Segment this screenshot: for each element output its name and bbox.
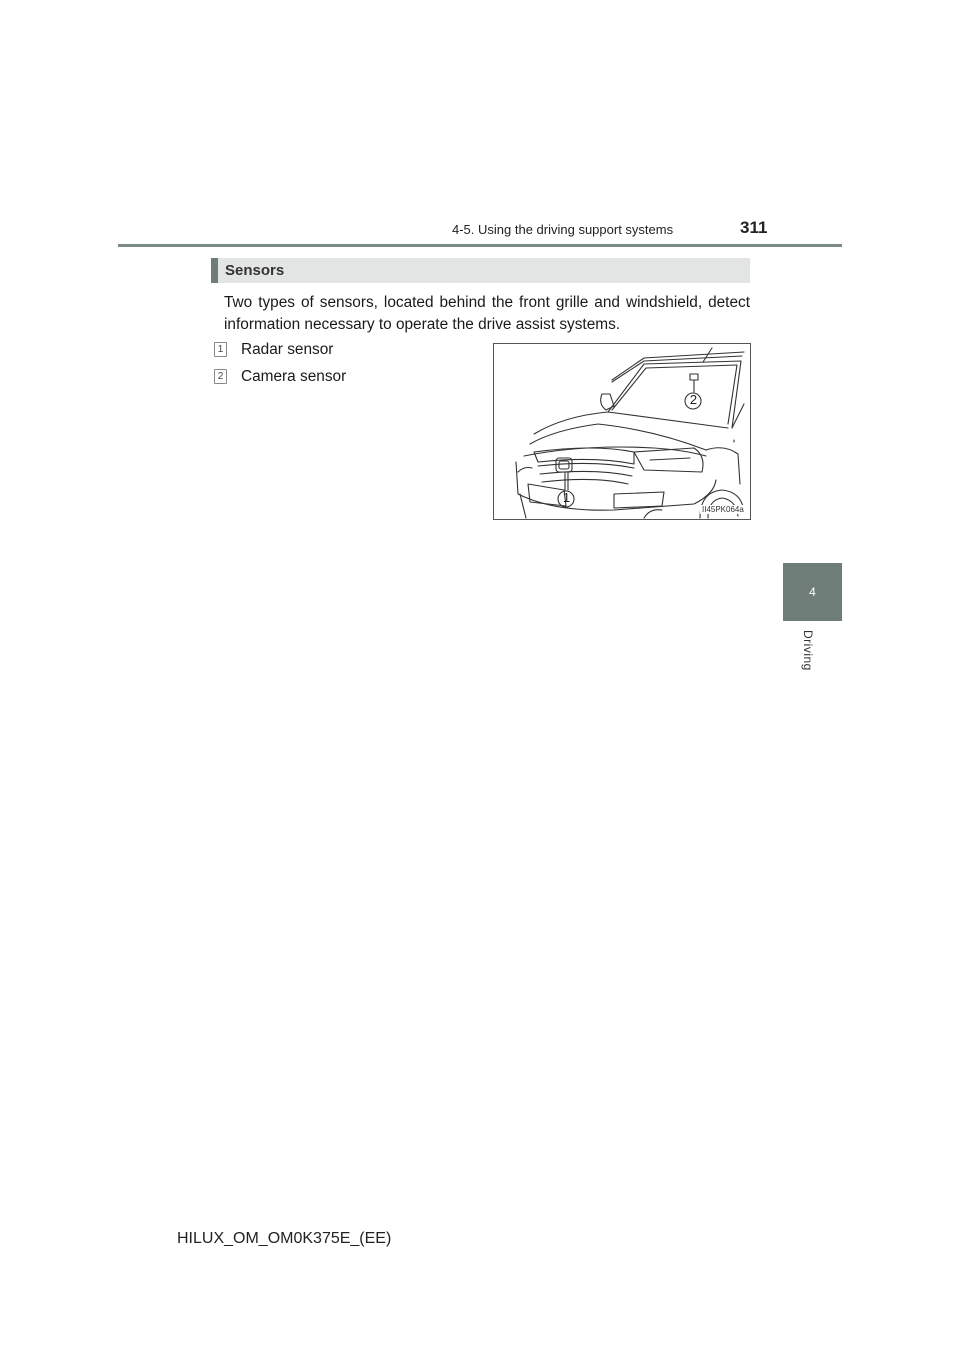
section-heading-title: Sensors bbox=[225, 262, 285, 279]
section-heading-bar bbox=[211, 258, 218, 283]
list-item-radar bbox=[214, 341, 333, 359]
header-rule bbox=[118, 244, 842, 247]
figure-code: II45PK064a bbox=[702, 505, 744, 514]
chapter-tab bbox=[783, 563, 842, 621]
chapter-number: 4 bbox=[809, 585, 816, 599]
vehicle-sensor-illustration bbox=[493, 343, 751, 520]
item-label: Camera sensor bbox=[241, 368, 347, 385]
item-label: Radar sensor bbox=[241, 341, 334, 358]
intro-paragraph: Two types of sensors, located behind the front grille and windshield, detect information necessary to operate the drive assist systems. bbox=[224, 294, 750, 333]
header-section-title: 4-5. Using the driving support systems bbox=[452, 222, 674, 237]
chapter-title: Driving bbox=[801, 630, 815, 671]
callout-1: 1 bbox=[562, 490, 571, 505]
footer-manual-code: HILUX_OM_OM0K375E_(EE) bbox=[177, 1230, 392, 1247]
section-heading bbox=[211, 258, 750, 283]
list-item-camera bbox=[214, 368, 346, 386]
item-number-badge: 2 bbox=[214, 369, 227, 384]
page-number: 311 bbox=[740, 218, 768, 237]
callout-2: 2 bbox=[689, 392, 698, 407]
item-number-badge: 1 bbox=[214, 342, 227, 357]
